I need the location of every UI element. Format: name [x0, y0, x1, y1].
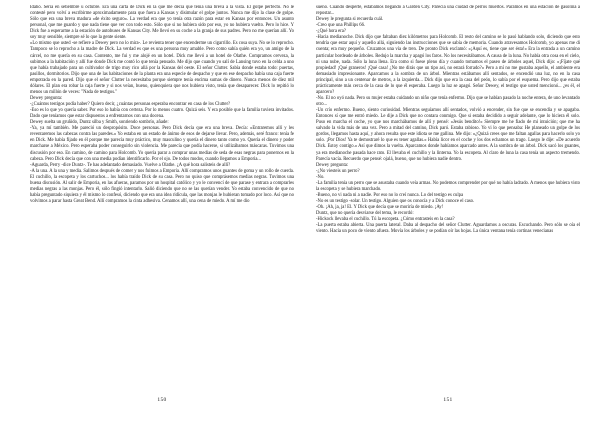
paragraph: -No. — [316, 174, 325, 180]
page-number-left: 150 — [157, 397, 167, 403]
paragraph: »Lo mismo que usted -se refiere a Dewey pero no lo mira-. Le revienta tener que encenderme un cigarrillo. Es cosa suya. No se lo reprocho. Tampoco se lo reprocho a la madre de Dick. La verdad es que es una persona muy amable. Pero como sabía quién era yo, un amigo de la cárcel, no me quería en su casa. Contento, me fui y me alojé en un hotel. Dick me llevó a un hotel de Olathe. Compramos cerveza, la subimos a la habitación y allí fue donde Dick me contó lo que tenía pensado. Me dijo que cuando yo salí de Lansing tuvo en la celda a uno que había trabajado para un cultivador de trigo muy rico allá por la Kansas del oeste. El señor Clutter. Sabía donde estaba todo: puertas, pasillos, dormitorios. Dijo que una de las habitaciones de la planta era una especie de despacho y que en ese despacho había una caja fuerte empotrada en la pared. Dijo que el señor Clutter la necesitaba porque siempre tenía encima sumas de dinero. Nunca menos de diez mil dólares. El plan era robar la caja fuerte y si nos veían, bueno, quienquiera que nos hubiera visto, tenía que desaparecer. Dick lo repitió lo menos un millón de veces: "Nada de testigos." — [30, 41, 294, 95]
paragraph: -Oh. ¡Ah, ja, ja! El. Y Dick que decía que se moriría de miedo. ¡Ay! — [316, 205, 444, 211]
paragraph: -Un crío enfermo. Bueno, siento curiosidad. Mientras seguíamos allí sentados, volvió a encender, sin fue que se encendía y se apagaba. Entonces sí que me entró miedo. Le dije a Dick que no contara conmigo. Que si estaba decidido a seguir adelante, que lo hiciera él solo. Puso en marcha el coche, yo que nos marchábamos de allí y pensé: «Jesús bendito!» Siempre me he fiado de mi intuición; que me ha salvado la vida más de una vez. Pero a mitad del camino, Dick paró. Estaba rabioso. Yo vi lo que pensaba: He planeado un golpe de los gordos, llegamos hasta aquí, y ahora resulta que este idiota se me gallina. Me dijo: «¿Quizá crees que me faltan agallas para hacerlo solo yo solo. ¡Por Dios! Ya te demostraré lo que es tener agallas.» Había licor en el coche y los dos echamos un trago. Luego le dije: «De acuerdo Dick. Estoy contigo.» Así que dimos la vuelta. Aparcamos donde habíamos aparcado antes. A la sombra de un árbol. Dick sacó los guantes, ya era medianoche pasada hace rato. El llevaba el cuchillo y la linterna. Yo la escopeta. Al claro de luna la casa tenía un aspecto tremendo. Parecía vacía. Recuerdo que pensé: ojalá, bueno, que no hubiera nadie dentro. — [316, 108, 580, 162]
paragraph: -Eso es lo que yo quería saber. Por eso lo había con certeza. Por lo menos cuatro. Quizá seis. Y era posible que la familia tuviera invitados. Dado que teníamos que estar dispuestos a enfrentarnos con una docena. — [30, 108, 294, 120]
paragraph: sueño. Cuando desperté, estábamos llegando a Garden City. Parecía una ciudad de perros muertos. Paramos en una estación de gasolina a repostar... — [316, 5, 580, 17]
paragraph: -Bueno, no vi nada ni a nadie. Por eso no lo creí nunca. Lo del testigo es culpa — [316, 192, 464, 198]
paragraph: -Aguarda, Perry -dice Duntz-. Te has adelantado demasiado. Vuelve a Olathe. ¿A qué hora salisteis de allí? — [30, 162, 231, 168]
paragraph: Dewey pregunta: — [30, 95, 63, 101]
paragraph: Duntz, que no quería desviarse del tema, le recordó: — [316, 211, 414, 217]
paragraph: -Creo que una Phillips 66. — [316, 23, 366, 29]
paragraph: -¿No viesteis un perro? — [316, 168, 360, 174]
paragraph: Dewey le pregunta si recuerda cuál. — [316, 17, 384, 23]
left-page — [30, 5, 294, 403]
paragraph: Dewey pregunta: — [316, 162, 349, 168]
paragraph: -¿Qué hora era? — [316, 29, 346, 35]
paragraph: Idaho. Sería en setiembre u octubre. Era una carta de Dick en la que me decía que tenía una breva a la vista. El golpe perfecto. No le contesté pero volví a escribirme aproximadamente para que fuera a Kansas y disimular el golpe juntos. Nunca me dijo la clase de golpe. Sólo que era una breva madura «de éxito seguro». La verdad era que yo tenía otra razón para estar en Kansas por entonces. Un asunto personal, que me guardo y que nada tiene que ver con todo esto. Sólo que si no hubiera sido por eso, yo no hubiera vuelto. Pero lo hice. Y Dick fue a esperarme a la estación de autobuses de Kansas City. Me llevó en su coche a la granja de sus padres. Pero no me querían allí. Yo soy muy sensible, siempre sé lo que la gente siente. — [30, 5, 294, 41]
paragraph: -A la una. A la una y media. Salimos después de comer y nos fuimos a Emporia. Allí compramos unos guantes de goma y un rollo de cuerda. El cuchillo, la escopeta y los cartuchos... los había traído Dick de su casa. Pero no quiso que comprásemos medias negras. Tuvimos una buena discusión. Al salir de Emporia, en las afueras, paramos por un hospital católico y yo le convencí de que parase y entrara a comprarles medias negras a las monjas. Pero él, sólo fingió intentarlo. Salió diciendo que no se las querían vender. Yo estaba convencido de que no había preguntado siquiera y él mismo lo confesó, diciendo que era una idea ridícula, que las monjas le hubieran tomado por loco. Así que no volvimos a parar hasta Great Bend. Allí compramos la cinta adhesiva. Cenamos allí, una cena de miedo. A mí me dio — [30, 168, 294, 204]
paragraph: -No es un testigo -solar. Un testigo. Alguien que os conocía y a Dick conoce el caso. — [316, 199, 475, 204]
paragraph: -Hickock llevaba el cuchillo. Tú la escopeta. ¿Cómo entrasteis en la casa? — [316, 217, 455, 223]
right-page — [316, 5, 580, 403]
page-number-right: 151 — [443, 397, 453, 403]
paragraph: -Ya, ya mí también. Me pareció un despropósito. Doce personas. Pero Dick decía que era una breva. Decía: «Entraremos allí y les reventaremos las cabezas contra las paredes.» Yo estaba en un estado de ánimo de esos de dejarse llevar. Pero, además, seré franco: tenía fe en Dick. Me había fijado en él porque me parecía muy práctico, muy masculino y quería el dinero tanto como yo. Quería el dinero y poder marcharse a México. Pero esperaba poder conseguirlo sin violencia. Me parecía que podía hacerse, si utilizábamos máscaras. Tuvimos una discusión por eso. En camino, de camino para Holcomb. Yo quería parar a comprar unas medias de seda de esas negras para ponernos en la cabeza. Pero Dick decía que con una media podían identificarlo. Por el ojo. De todos modos, cuando llegamos a Emporia... — [30, 126, 294, 162]
right-page-text — [316, 5, 580, 391]
paragraph: -¿Cuántos testigos podía haber? Quiero decir, ¿cuántas personas esperaba encontrar en casa de los Clutter? — [30, 102, 231, 107]
paragraph: Dewey suelta un gruñido, Duntz silba y Smith, sonriendo sombrío, añade: — [30, 120, 169, 126]
paragraph: -La puerta estaba abierta. Una puerta lateral. Daba al despacho del señor Clutter. Aguardamos a oscuras. Escuchando. Pero sólo se oía el viento. Hacía un poco de viento afuera. Movía los árboles y se podían oír las hojas. La única ventana tenía cortinas venecianas — [316, 223, 580, 235]
left-page-text — [30, 5, 294, 391]
paragraph: -No. El no oyó nada. Pero su mujer estaba cuidando un niño que tenía enfermo. Dijo que se habían pasado la noche entera, de uno levantado otro... — [316, 95, 580, 107]
paragraph: -Hacia medianoche. Dick dijo que faltaban diez kilómetros para Holcomb. El resto del camino se lo pasó hablando solo, diciendo que esto tendría que estar aquí y aquello allá, siguiendo las instrucciones que se sabía de memoria. Cuando atravesamos Holcomb, yo apenas me di cuenta; era muy pequeño. Cruzamos una vía de tren. De pronto Dick exclamó: «¡Aquí es, tiene que ser ésta!» Era la entrada a un camino particular bordeado de árboles. Redujo la marcha y apagó los faros. No los necesitábamos. A causa de la luna. No había otra cosa en el cielo, ni una nube, nada. Sólo la luna llena. Era como si fuese pleno día y cuando tomamos el paseo de árboles aquel, Dick dijo: «¡Fíjate qué propiedad! ¡Qué graneros! ¡Qué casa! ¿No me dirás que un tipo así, no estará forrado?» Pero a mí no me gustaba aquello, el ambiente era demasiado impresionante. Aparcamos a la sombra de un árbol. Mientras estábamos allí sentados, se encendió una luz, no en la casa principal, sino a un centenar de metros, a la izquierda... Dick dijo que era la casa del peón, lo sabía por el esquema. Pero dijo que estaba prácticamente más cerca de la casa de lo que él esperaba. Luego la luz se apagó. Señor Dewey, el testigo que usted mencionó... ¿es él, el aparcero? — [316, 35, 580, 95]
paragraph: -La familia tenía un perro que se asustaba cuando veía armas. No podemos comprender por qué no había ladrado. A menos que hubiera visto la escopeta y se hubiera marchado. — [316, 180, 580, 192]
